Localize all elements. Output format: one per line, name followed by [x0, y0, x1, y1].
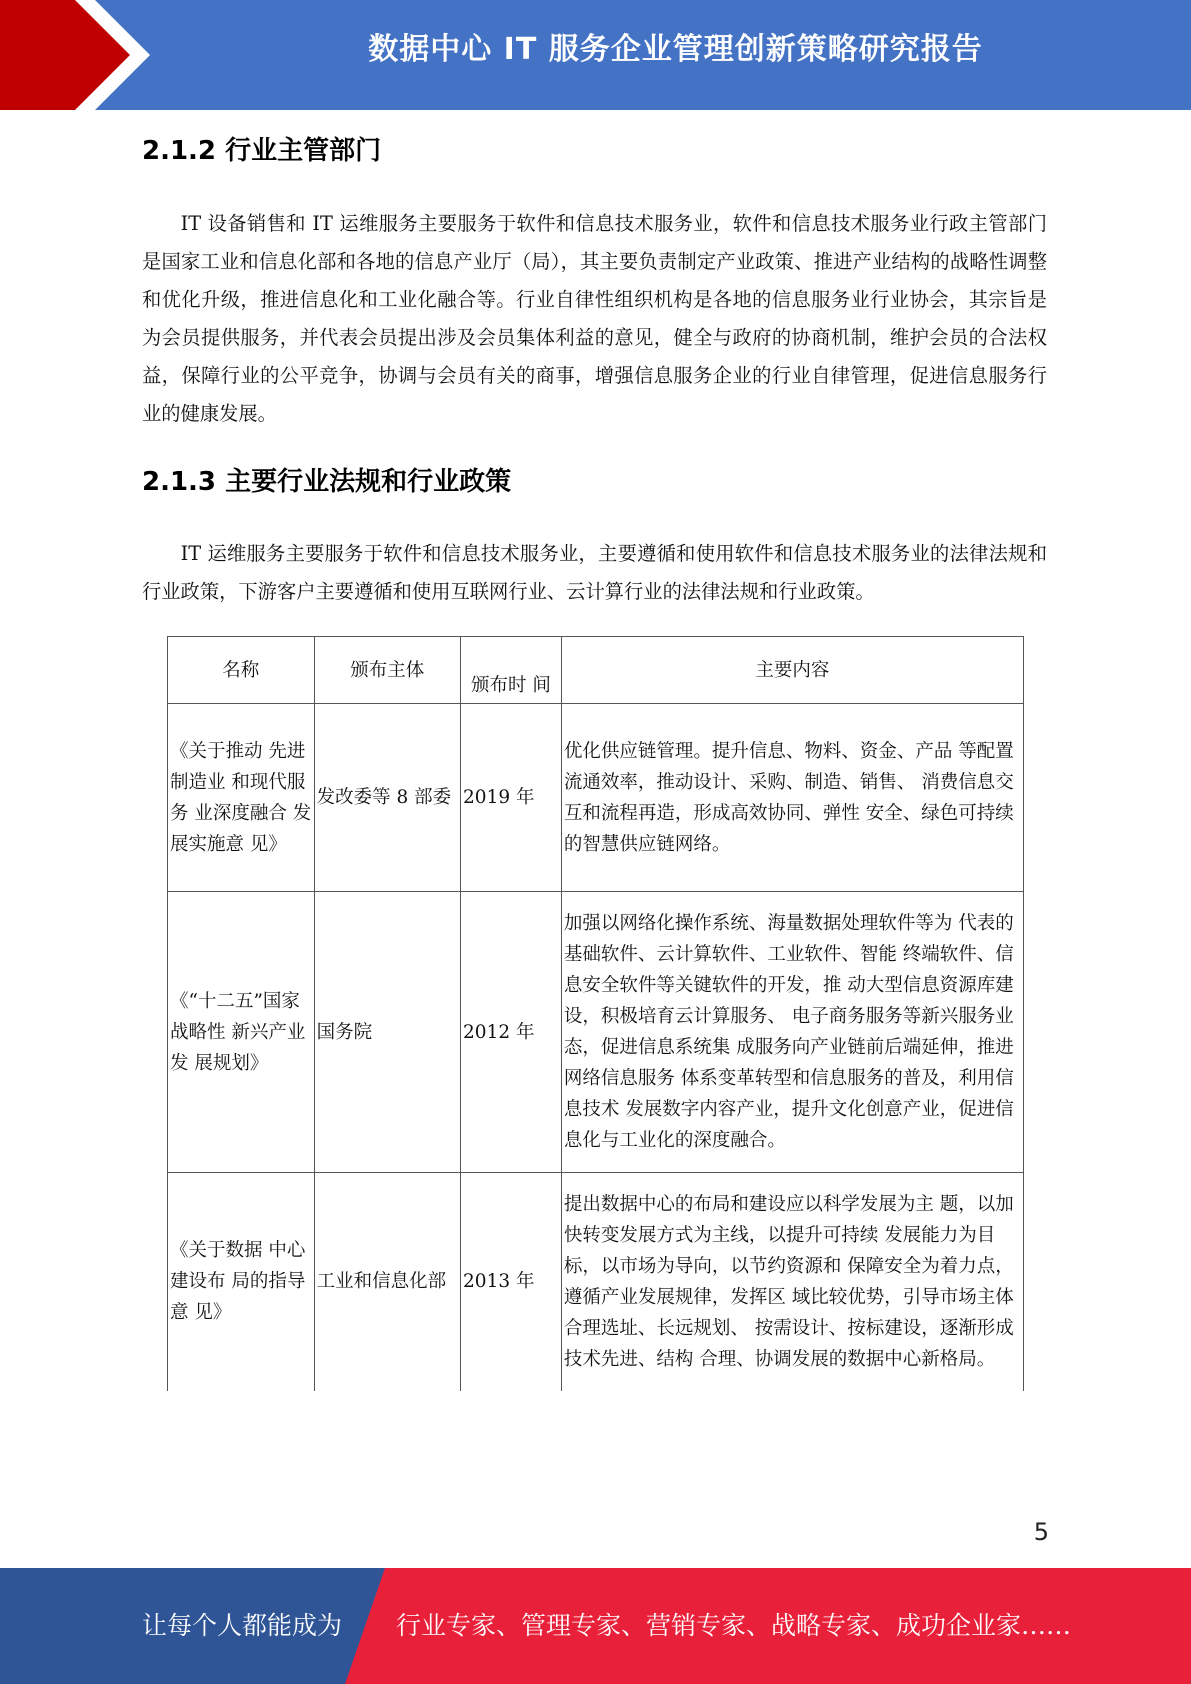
table-header-row: [168, 637, 1024, 704]
cell-content: 提出数据中心的布局和建设应以科学发展为主 题，以加快转变发展方式为主线，以提升可持续 发展能力为目标，以市场为导向，以节约资源和 保障安全为着力点，遵循产业发展规律，发挥区 域比较优势，引导市场主体合理选址、长远规划、 按需设计、按标建设，逐渐形成技术先进、结构 合理、协调发展的数据中心新格局。: [561, 1173, 1023, 1391]
cell-issuer: 发改委等 8 部委: [314, 704, 460, 892]
header-title: 数据中心 IT 服务企业管理创新策略研究报告: [368, 32, 983, 67]
cell-issuer: 国务院: [314, 892, 460, 1173]
cell-date: 2013 年: [461, 1173, 562, 1391]
cell-date: 2019 年: [461, 704, 562, 892]
table-header-issuer: 颁布主体: [314, 637, 460, 704]
cell-name: 《关于数据 中心建设布 局的指导意 见》: [168, 1173, 315, 1391]
table-row: [168, 1173, 1024, 1391]
cell-content: 加强以网络化操作系统、海量数据处理软件等为 代表的基础软件、云计算软件、工业软件、智能 终端软件、信息安全软件等关键软件的开发，推 动大型信息资源库建设，积极培育云计算服务、 电子商务服务等新兴服务业态，促进信息系统集 成服务向产业链前后端延伸，推进网络信息服务 体系变革转型和信息服务的普及，利用信息技术 发展数字内容产业，提升文化创意产业，促进信 息化与工业化的深度融合。: [561, 892, 1023, 1173]
footer-slogan-right: 行业专家、管理专家、营销专家、战略专家、成功企业家……: [396, 1611, 1072, 1640]
cell-name: 《关于推动 先进制造业 和现代服务 业深度融合 发展实施意 见》: [168, 704, 315, 892]
page-footer: [0, 1568, 1191, 1684]
section-heading-2-1-2: 2.1.2 行业主管部门: [142, 136, 382, 166]
page-number: 5: [1033, 1518, 1049, 1546]
section-paragraph-2-1-3: IT 运维服务主要服务于软件和信息技术服务业，主要遵循和使用软件和信息技术服务业的法律法规和行业政策，下游客户主要遵循和使用互联网行业、云计算行业的法律法规和行业政策。: [142, 542, 1047, 603]
header-arrow-decoration: [0, 0, 160, 110]
table-header-content: 主要内容: [561, 637, 1023, 704]
footer-slogan-left: 让每个人都能成为: [142, 1611, 343, 1640]
cell-date: 2012 年: [461, 892, 562, 1173]
page-header: [0, 0, 1191, 110]
section-heading-2-1-3: 2.1.3 主要行业法规和行业政策: [142, 467, 512, 497]
table-row: [168, 892, 1024, 1173]
cell-name: 《“十二五”国家战略性 新兴产业发 展规划》: [168, 892, 315, 1173]
section-paragraph-2-1-2: IT 设备销售和 IT 运维服务主要服务于软件和信息技术服务业，软件和信息技术服务业行政主管部门是国家工业和信息化部和各地的信息产业厅（局），其主要负责制定产业政策、推进产业结构的战略性调整和优化升级，推进信息化和工业化融合等。行业自律性组织机构是各地的信息服务业行业协会，其宗旨是为会员提供服务，并代表会员提出涉及会员集体利益的意见，健全与政府的协商机制，维护会员的合法权益，保障行业的公平竞争，协调与会员有关的商事，增强信息服务企业的行业自律管理，促进信息服务行业的健康发展。: [142, 212, 1047, 425]
table-row: [168, 704, 1024, 892]
cell-content: 优化供应链管理。提升信息、物料、资金、产品 等配置流通效率，推动设计、采购、制造、销售、 消费信息交互和流程再造，形成高效协同、弹性 安全、绿色可持续的智慧供应链网络。: [561, 704, 1023, 892]
policy-table: [167, 636, 1024, 1391]
table-header-name: 名称: [168, 637, 315, 704]
table-header-date: 颁布时 间: [461, 637, 562, 704]
cell-issuer: 工业和信息化部: [314, 1173, 460, 1391]
